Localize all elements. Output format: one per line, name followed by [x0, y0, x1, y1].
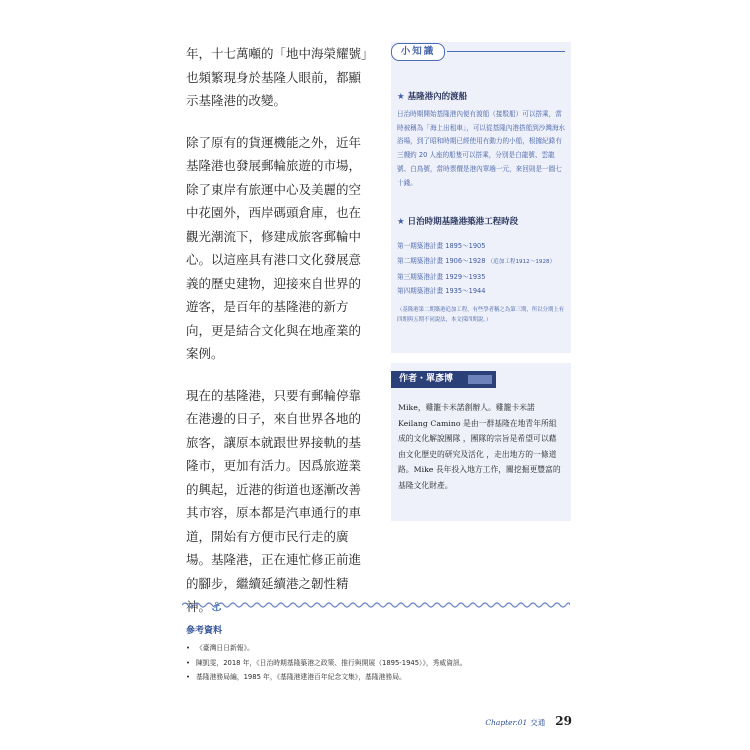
phase-item-note: （追加工程1912～1928）	[487, 258, 556, 265]
chapter-label: Chapter.01	[485, 718, 528, 727]
sidebar-tab	[391, 42, 541, 60]
phase-item-text: 第二期築港計畫 1906～1928	[397, 256, 486, 265]
section-label: 交通	[530, 718, 546, 727]
sidebar-heading-construction	[397, 215, 518, 227]
wave-divider	[182, 598, 570, 612]
sidebar-heading-ferry-text: 基隆港內的渡船	[407, 92, 468, 102]
construction-note: （基隆港第二期築港追加工程，有些學者稱之為第三期，所以分期上有四期與五期不同說法，本文採四期說。）	[397, 307, 565, 323]
author-title-bar	[391, 371, 496, 388]
phase-item	[397, 254, 567, 270]
sidebar-heading-ferry	[397, 90, 467, 102]
paragraph-3-text: 現在的基隆港，只要有郵輪停靠在港邊的日子，來自世界各地的旅客，讓原本就跟世界接軌的基隆市，更加有活力。因爲旅遊業的興起，近港的街道也逐漸改善其市容，原本都是汽車通行的車道，開始有方便市民行走的廣場。基隆港，正在連忙修正前進的腳步，繼續延續港之韌性精神。	[186, 387, 362, 614]
references-title: 參考資料	[186, 626, 223, 636]
author-title: 作者・單彥博	[399, 374, 454, 384]
construction-phase-list	[397, 239, 567, 299]
sidebar-heading-construction-text: 日治時期基隆港築港工程時段	[407, 217, 519, 227]
phase-item-text: 第一期築港計畫 1895～1905	[397, 242, 486, 250]
star-icon: ★	[397, 217, 405, 227]
phase-item-text: 第四期築港計畫 1935～1944	[397, 287, 486, 296]
page-footer	[485, 710, 572, 729]
sidebar-label: 小知識	[391, 43, 445, 61]
sidebar-tab-line	[447, 51, 565, 52]
paragraph-2: 除了原有的貨運機能之外，近年基隆港也發展郵輪旅遊的市場，除了東岸有旅運中心及美麗的空中花園外，西岸碼頭倉庫，也在觀光潮流下，修建成旅客郵輪中心。以這座具有港口文化發展意義的歷史建物，迎接來自世界的遊客，是百年的基隆港的新方向，更是結合文化與在地產業的案例。	[186, 134, 362, 361]
author-box	[391, 363, 571, 521]
references-list	[186, 641, 566, 685]
paragraph-1: 年，十七萬噸的「地中海榮耀號」也頻繁現身於基隆人眼前，都顯示基隆港的改變。	[186, 46, 368, 108]
paragraph-3	[186, 384, 372, 619]
page-number: 29	[555, 714, 572, 728]
phase-item	[397, 270, 567, 285]
star-icon: ★	[397, 92, 405, 102]
phase-item	[397, 284, 567, 299]
reference-item: • 基隆港務局編，1985 年，《基隆港建港百年紀念文集》，基隆港務局。	[186, 670, 566, 685]
author-bar-decoration	[468, 375, 492, 384]
reference-item: • 陳凱雯，2018 年，《日治時期基隆築港之政策、推行與開展（1895-1945）》，秀威資訊。	[186, 656, 566, 671]
anchor-icon: ⚓	[211, 599, 223, 614]
sidebar-ferry-body: 日治時期開始基隆港內便有渡船（接駁船）可以搭乘，當時被稱為「海上出租車」，可以從基隆內港搭船到沙灣海水浴場，到了昭和時期已經使用有動力的小船，根據紀錄有三艘約 20 人座的船隻可以搭乘，分別是白龍號、雲龍號、白鳥號，當時票價是港內單趟一元，來回則是一圓七十錢。	[397, 110, 566, 187]
phase-item-text: 第三期築港計畫 1929～1935	[397, 272, 486, 281]
reference-item: • 《臺灣日日新報》。	[186, 641, 566, 656]
knowledge-sidebar	[391, 42, 571, 353]
main-text-column	[186, 42, 372, 637]
phase-item	[397, 239, 567, 254]
author-bio: Mike，雞籠卡米諾創辦人。雞籠卡米諾 Keilang Camino 是由一群基隆在地青年所組成的文化解說團隊 ，團隊的宗旨是希望可以藉由文化歷史的研究及活化 ，走出地方的一條道路。Mike 長年投入地方工作，關挖掘更豐富的基隆文化財產。	[398, 403, 561, 490]
